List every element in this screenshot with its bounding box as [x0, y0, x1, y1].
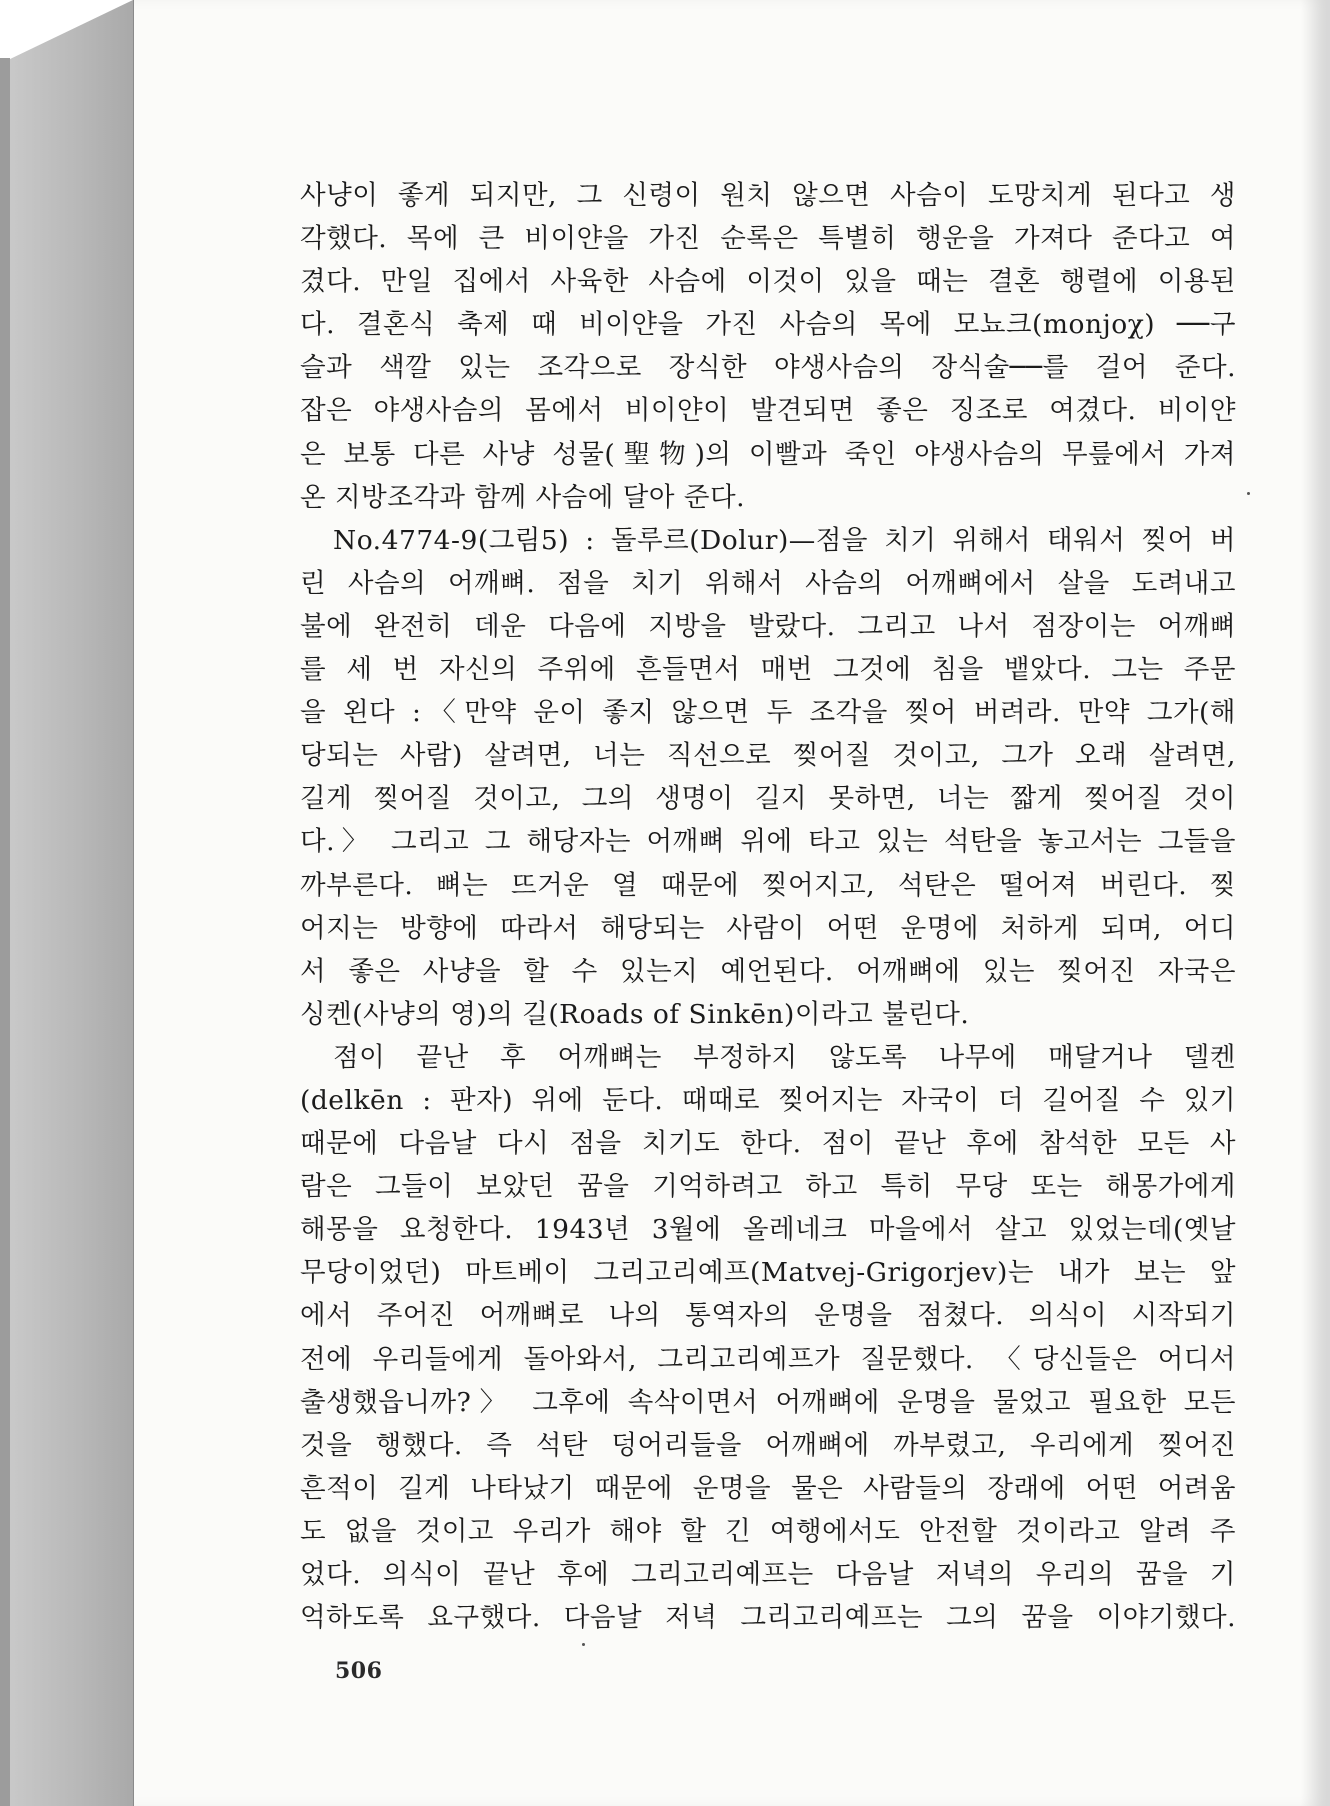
text-line: 었다. 의식이 끝난 후에 그리고리예프는 다음날 저녁의 우리의 꿈을 기 [300, 1559, 1236, 1590]
text-line: 에서 주어진 어깨뼈로 나의 통역자의 운명을 점쳤다. 의식이 시작되기 [300, 1300, 1236, 1332]
text-line: 출생했읍니까?〉 그후에 속삭이면서 어깨뼈에 운명을 물었고 필요한 모든 [300, 1386, 1236, 1418]
text-line: 싱켄(사냥의 영)의 길(Roads of Sinkēn)이라고 불린다. [300, 998, 970, 1030]
text-line: 점이 끝난 후 어깨뼈는 부정하지 않도록 나무에 매달거나 델켄 [333, 1041, 1236, 1073]
body-text [300, 174, 1236, 1639]
text-line: 를 세 번 자신의 주위에 흔들면서 매번 그것에 침을 뱉았다. 그는 주문 [300, 654, 1236, 686]
text-line: No.4774-9(그림5) : 돌루르(Dolur)—점을 치기 위해서 태워서 찢어 버 [333, 524, 1236, 556]
text-line: 해몽을 요청한다. 1943년 3월에 올레네크 마을에서 살고 있었는데(옛날 [300, 1214, 1236, 1246]
text-line: 슬과 색깔 있는 조각으로 장식한 야생사슴의 장식술──를 걸어 준다. [300, 352, 1236, 384]
book-spine-edge [0, 58, 10, 1806]
text-line: 은 보통 다른 사냥 성물(聖物)의 이빨과 죽인 야생사슴의 무릎에서 가져 [300, 438, 1236, 470]
text-line: 겼다. 만일 집에서 사육한 사슴에 이것이 있을 때는 결혼 행렬에 이용된 [300, 266, 1236, 298]
text-line: 때문에 다음날 다시 점을 치기도 한다. 점이 끝난 후에 참석한 모든 사 [300, 1128, 1236, 1160]
page-edge-shade [1301, 0, 1330, 1806]
text-line: 린 사슴의 어깨뼈. 점을 치기 위해서 사슴의 어깨뼈에서 살을 도려내고 [300, 567, 1236, 599]
text-line: 다. 결혼식 축제 때 비이얀을 가진 사슴의 목에 모뇨크(monjoχ) ──구 [300, 309, 1236, 341]
text-line: 불에 완전히 데운 다음에 지방을 발랐다. 그리고 나서 점장이는 어깨뼈 [300, 610, 1236, 642]
page-number: 506 [335, 1658, 383, 1684]
text-line: 다.〉 그리고 그 해당자는 어깨뼈 위에 타고 있는 석탄을 놓고서는 그들을 [300, 826, 1236, 858]
speck [582, 1643, 585, 1646]
text-line: 전에 우리들에게 돌아와서, 그리고리예프가 질문했다. 〈당신들은 어디서 [300, 1343, 1236, 1375]
text-line: 억하도록 요구했다. 다음날 저녁 그리고리예프는 그의 꿈을 이야기했다. [300, 1602, 1236, 1634]
text-line: 도 없을 것이고 우리가 해야 할 긴 여행에서도 안전할 것이라고 알려 주 [300, 1515, 1236, 1547]
text-line: 길게 찢어질 것이고, 그의 생명이 길지 못하면, 너는 짧게 찢어질 것이 [300, 783, 1236, 815]
text-line: 까부른다. 뼈는 뜨거운 열 때문에 찢어지고, 석탄은 떨어져 버린다. 찢 [300, 869, 1236, 901]
text-line: 을 왼다 :〈만약 운이 좋지 않으면 두 조각을 찢어 버려라. 만약 그가(해 [300, 697, 1236, 729]
text-line: 흔적이 길게 나타났기 때문에 운명을 물은 사람들의 장래에 어떤 어려움 [300, 1472, 1236, 1504]
book-spine [8, 0, 133, 1806]
speck [1247, 492, 1250, 495]
text-line: 사냥이 좋게 되지만, 그 신령이 원치 않으면 사슴이 도망치게 된다고 생 [300, 180, 1236, 211]
text-line: 잡은 야생사슴의 몸에서 비이얀이 발견되면 좋은 징조로 여겼다. 비이얀 [300, 395, 1236, 427]
text-line: 각했다. 목에 큰 비이얀을 가진 순록은 특별히 행운을 가져다 준다고 여 [300, 223, 1236, 255]
text-line: 온 지방조각과 함께 사슴에 달아 준다. [300, 481, 746, 513]
text-line: 것을 행했다. 즉 석탄 덩어리들을 어깨뼈에 까부렸고, 우리에게 찢어진 [300, 1429, 1236, 1461]
text-line: 람은 그들이 보았던 꿈을 기억하려고 하고 특히 무당 또는 해몽가에게 [300, 1171, 1236, 1203]
text-line: 서 좋은 사냥을 할 수 있는지 예언된다. 어깨뼈에 있는 찢어진 자국은 [300, 955, 1236, 987]
text-line: 어지는 방향에 따라서 해당되는 사람이 어떤 운명에 처하게 되며, 어디 [300, 912, 1236, 944]
text-line: 무당이었던) 마트베이 그리고리예프(Matvej-Grigorjev)는 내가 보는 앞 [300, 1257, 1236, 1289]
text-line: (delkēn : 판자) 위에 둔다. 때때로 찢어지는 자국이 더 길어질 수 있기 [300, 1084, 1236, 1116]
text-line: 당되는 사람) 살려면, 너는 직선으로 찢어질 것이고, 그가 오래 살려면, [300, 740, 1236, 772]
